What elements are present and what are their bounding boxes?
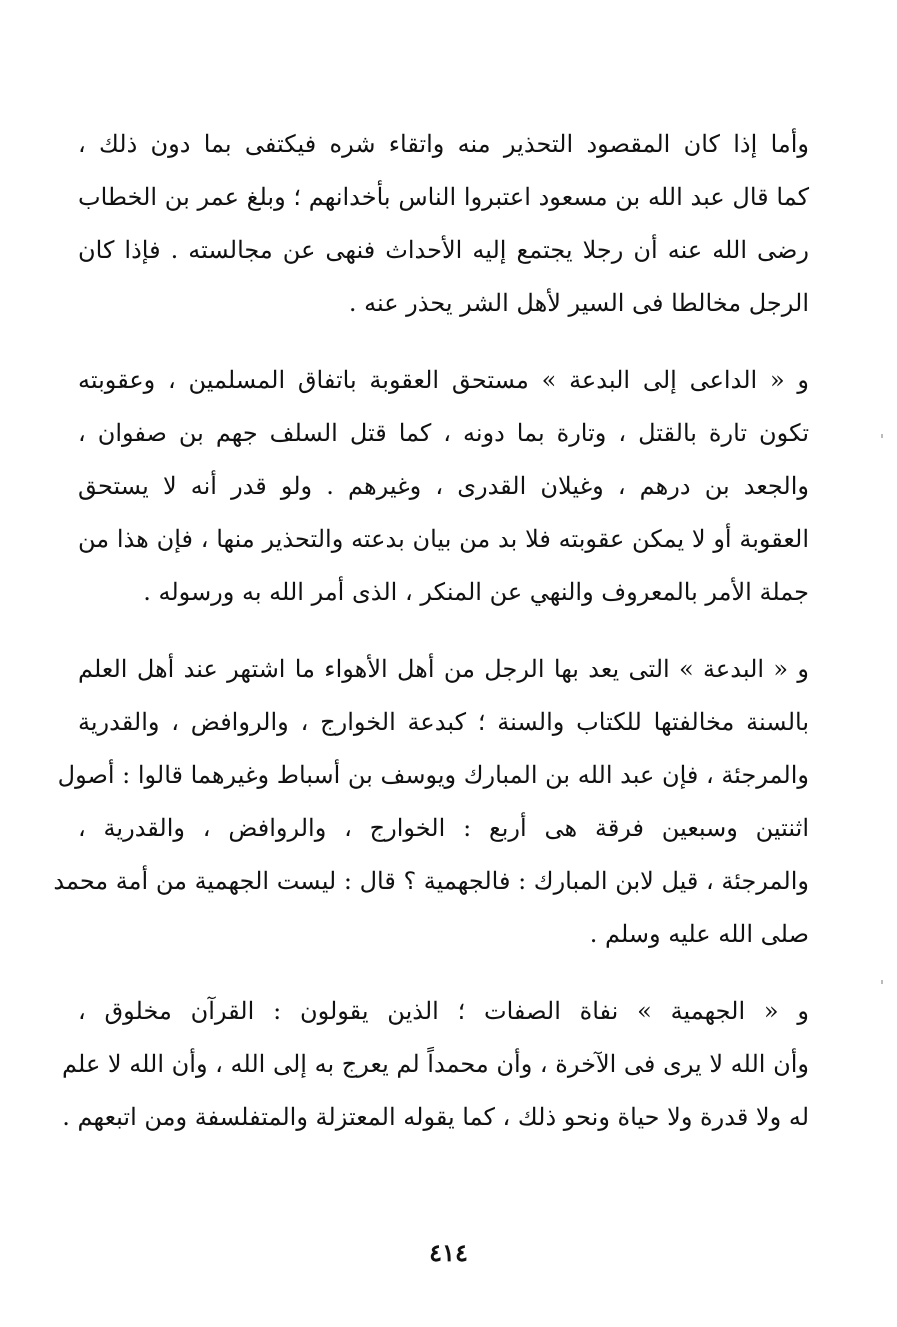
text-line: رضى الله عنه أن رجلا يجتمع إليه الأحداث فنهى عن مجالسته . فإذا كان xyxy=(78,236,810,264)
scan-mark xyxy=(881,434,883,438)
body-text xyxy=(53,118,810,1144)
page-number: ٤١٤ xyxy=(429,1238,468,1267)
text-line: صلى الله عليه وسلم . xyxy=(589,920,809,948)
text-line: جملة الأمر بالمعروف والنهي عن المنكر ، الذى أمر الله به ورسوله . xyxy=(143,578,809,606)
paragraph-jahmiyya xyxy=(62,985,809,1144)
text-line: الرجل مخالطا فى السير لأهل الشر يحذر عنه . xyxy=(348,289,809,317)
text-line: تكون تارة بالقتل ، وتارة بما دونه ، كما قتل السلف جهم بن صفوان ، xyxy=(78,419,809,447)
paragraph-innovation-caller xyxy=(78,354,809,619)
paragraph-warning xyxy=(78,118,809,330)
text-line: و « الداعى إلى البدعة » مستحق العقوبة باتفاق المسلمين ، وعقوبته xyxy=(78,366,809,394)
text-line: له ولا قدرة ولا حياة ونحو ذلك ، كما يقوله المعتزلة والمتفلسفة ومن اتبعهم . xyxy=(62,1103,809,1131)
text-line: و « الجهمية » نفاة الصفات ؛ الذين يقولون : القرآن مخلوق ، xyxy=(78,997,809,1025)
text-line: والمرجئة ، فإن عبد الله بن المبارك ويوسف بن أسباط وغيرهما قالوا : أصول xyxy=(57,761,809,789)
text-line: و « البدعة » التى يعد بها الرجل من أهل الأهواء ما اشتهر عند أهل العلم xyxy=(78,655,809,683)
text-line: والمرجئة ، قيل لابن المبارك : فالجهمية ؟ قال : ليست الجهمية من أمة محمد xyxy=(53,867,809,895)
paragraph-innovation xyxy=(53,643,809,961)
text-line: وأما إذا كان المقصود التحذير منه واتقاء شره فيكتفى بما دون ذلك ، xyxy=(78,130,809,158)
text-line: والجعد بن درهم ، وغيلان القدرى ، وغيرهم . ولو قدر أنه لا يستحق xyxy=(78,472,809,500)
text-line: العقوبة أو لا يمكن عقوبته فلا بد من بيان بدعته والتحذير منها ، فإن هذا من xyxy=(78,525,809,553)
scan-mark xyxy=(881,980,883,984)
text-line: بالسنة مخالفتها للكتاب والسنة ؛ كبدعة الخوارج ، والروافض ، والقدرية xyxy=(78,708,809,736)
text-line: كما قال عبد الله بن مسعود اعتبروا الناس بأخدانهم ؛ وبلغ عمر بن الخطاب xyxy=(78,183,809,211)
text-line: وأن الله لا يرى فى الآخرة ، وأن محمداً لم يعرج به إلى الله ، وأن الله لا علم xyxy=(62,1050,809,1078)
text-line: اثنتين وسبعين فرقة هى أربع : الخوارج ، والروافض ، والقدرية ، xyxy=(78,814,809,842)
